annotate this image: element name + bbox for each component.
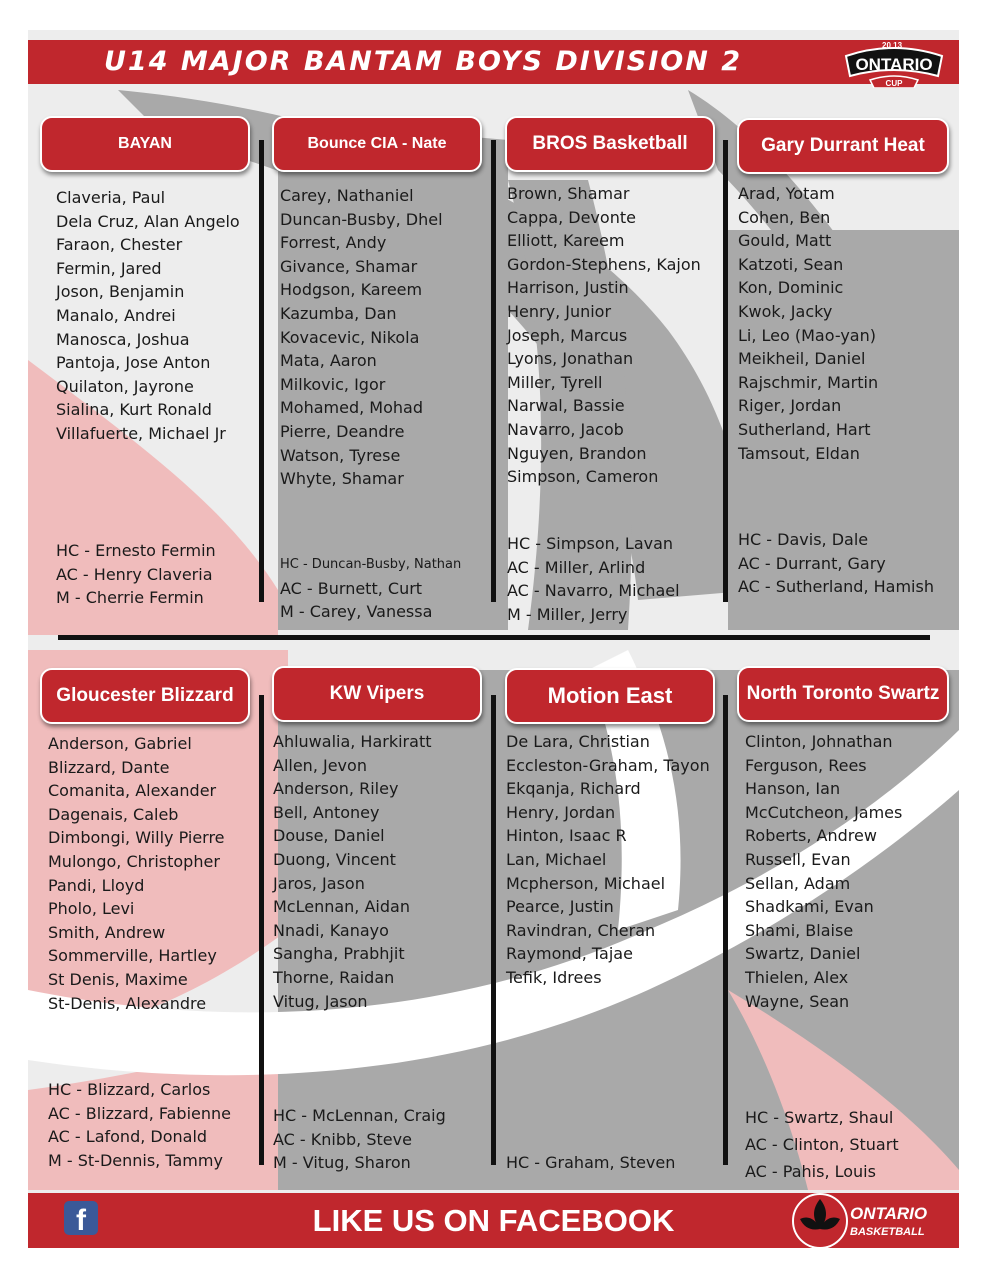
player-name: Mohamed, Mohad (280, 398, 423, 418)
player-name: Duong, Vincent (273, 849, 396, 869)
player-name: Kwok, Jacky (738, 301, 833, 321)
ontario-basketball-logo (790, 1189, 955, 1248)
player-name: Ekqanja, Richard (506, 779, 641, 799)
roster-north-toronto-swartz (745, 730, 902, 1013)
staff-kw-vipers (273, 1104, 446, 1175)
staff-name: AC - Miller, Arlind (507, 557, 646, 577)
staff-name: AC - Sutherland, Hamish (738, 577, 934, 597)
player-name: Riger, Jordan (738, 396, 842, 416)
svg-text:20 13: 20 13 (882, 41, 903, 50)
player-name: Dela Cruz, Alan Angelo (56, 211, 240, 231)
player-name: Duncan-Busby, Dhel (280, 209, 443, 229)
player-name: St Denis, Maxime (48, 969, 188, 989)
player-name: Mata, Aaron (280, 351, 377, 371)
staff-name: HC - McLennan, Craig (273, 1106, 446, 1125)
player-name: Elliott, Kareem (507, 231, 625, 251)
staff-name: AC - Pahis, Louis (745, 1162, 876, 1181)
svg-text:ONTARIO: ONTARIO (855, 55, 933, 74)
player-name: Gordon-Stephens, Kajon (507, 254, 701, 274)
footer-banner (28, 1193, 959, 1248)
player-name: Henry, Jordan (506, 802, 616, 822)
player-name: Lan, Michael (506, 849, 607, 869)
staff-name: HC - Swartz, Shaul (745, 1108, 894, 1127)
player-name: Anderson, Gabriel (48, 734, 192, 753)
column-divider (723, 695, 728, 1165)
staff-name: HC - Duncan-Busby, Nathan (280, 557, 462, 572)
player-name: McLennan, Aidan (273, 897, 410, 917)
player-name: Mulongo, Christopher (48, 851, 220, 871)
svg-text:CUP: CUP (885, 79, 903, 88)
player-name: McCutcheon, James (745, 802, 903, 822)
player-name: Sellan, Adam (745, 873, 851, 893)
player-name: Swartz, Daniel (745, 944, 861, 964)
staff-name: AC - Navarro, Michael (507, 581, 680, 601)
player-name: Mcpherson, Michael (506, 873, 666, 893)
player-name: Sialina, Kurt Ronald (56, 400, 212, 420)
player-name: Milkovic, Igor (280, 374, 386, 394)
staff-name: HC - Davis, Dale (738, 530, 869, 549)
player-name: Douse, Daniel (273, 826, 385, 846)
staff-gary-durrant-heat (738, 528, 934, 599)
player-name: St-Denis, Alexandre (48, 993, 207, 1013)
player-name: Navarro, Jacob (507, 419, 624, 439)
staff-bounce-cia-nate (280, 553, 461, 624)
player-name: Sangha, Prabhjit (273, 944, 405, 964)
staff-bros-basketball (507, 532, 680, 626)
staff-name: AC - Lafond, Donald (48, 1127, 208, 1147)
player-name: Pandi, Lloyd (48, 875, 145, 895)
column-divider (723, 140, 728, 602)
player-name: Raymond, Tajae (506, 944, 633, 964)
staff-name: HC - Graham, Steven (506, 1153, 676, 1172)
staff-name: AC - Henry Claveria (56, 564, 213, 584)
staff-name: AC - Clinton, Stuart (745, 1135, 899, 1154)
player-name: Wayne, Sean (745, 991, 850, 1011)
player-name: Allen, Jevon (273, 755, 367, 775)
player-name: Clinton, Johnathan (745, 732, 893, 751)
player-name: Shadkami, Evan (745, 897, 874, 917)
player-name: Ferguson, Rees (745, 755, 867, 775)
player-name: Thorne, Raidan (273, 967, 395, 987)
player-name: Givance, Shamar (280, 256, 418, 276)
player-name: Simpson, Cameron (507, 467, 659, 487)
staff-motion-east (506, 1151, 675, 1175)
player-name: Villafuerte, Michael Jr (56, 423, 226, 443)
staff-name: M - Cherrie Fermin (56, 588, 204, 608)
player-name: Joseph, Marcus (507, 325, 628, 345)
row-divider (58, 635, 930, 640)
player-name: Bell, Antoney (273, 802, 380, 822)
player-name: De Lara, Christian (506, 732, 650, 751)
roster-bounce-cia-nate (280, 184, 443, 491)
roster-gary-durrant-heat (738, 182, 878, 465)
roster-kw-vipers (273, 730, 431, 1013)
staff-name: M - St-Dennis, Tammy (48, 1150, 223, 1170)
player-name: Nguyen, Brandon (507, 443, 647, 463)
player-name: Thielen, Alex (745, 967, 849, 987)
staff-name: HC - Ernesto Fermin (56, 541, 216, 560)
staff-name: AC - Durrant, Gary (738, 553, 886, 573)
player-name: Ravindran, Cheran (506, 920, 656, 940)
player-name: Quilaton, Jayrone (56, 376, 194, 396)
player-name: Kon, Dominic (738, 278, 844, 298)
staff-name: HC - Simpson, Lavan (507, 534, 674, 553)
player-name: Fermin, Jared (56, 258, 162, 278)
facebook-link[interactable]: LIKE US ON FACEBOOK (312, 1203, 675, 1238)
player-name: Pantoja, Jose Anton (56, 353, 211, 373)
player-name: Eccleston-Graham, Tayon (506, 755, 710, 775)
column-divider (491, 695, 496, 1165)
player-name: Blizzard, Dante (48, 757, 170, 777)
player-name: Hodgson, Kareem (280, 280, 423, 300)
player-name: Hanson, Ian (745, 779, 841, 799)
player-name: Miller, Tyrell (507, 372, 603, 392)
team-header-gloucester-blizzard: Gloucester Blizzard (40, 668, 250, 724)
player-name: Russell, Evan (745, 849, 851, 869)
player-name: Forrest, Andy (280, 233, 387, 253)
player-name: Kazumba, Dan (280, 303, 397, 323)
team-header-gary-durrant-heat: Gary Durrant Heat (737, 118, 949, 174)
player-name: Li, Leo (Mao-yan) (738, 325, 876, 345)
staff-north-toronto-swartz (745, 1104, 899, 1185)
player-name: Whyte, Shamar (280, 469, 404, 489)
player-name: Tamsout, Eldan (738, 443, 860, 463)
player-name: Lyons, Jonathan (507, 349, 634, 369)
player-name: Anderson, Riley (273, 779, 399, 799)
player-name: Ahluwalia, Harkiratt (273, 732, 432, 751)
staff-name: HC - Blizzard, Carlos (48, 1080, 211, 1099)
team-header-bros-basketball: BROS Basketball (505, 116, 715, 172)
player-name: Narwal, Bassie (507, 396, 625, 416)
player-name: Pearce, Justin (506, 897, 614, 917)
team-header-north-toronto-swartz: North Toronto Swartz (737, 666, 949, 722)
player-name: Dagenais, Caleb (48, 804, 179, 824)
player-name: Shami, Blaise (745, 920, 854, 940)
player-name: Sommerville, Hartley (48, 946, 217, 966)
player-name: Joson, Benjamin (56, 282, 185, 302)
roster-bros-basketball (507, 182, 701, 489)
player-name: Smith, Andrew (48, 922, 166, 942)
staff-name: AC - Blizzard, Fabienne (48, 1103, 231, 1123)
staff-name: M - Vitug, Sharon (273, 1153, 411, 1173)
player-name: Claveria, Paul (56, 188, 166, 207)
player-name: Cohen, Ben (738, 207, 831, 227)
team-header-motion-east: Motion East (505, 668, 715, 724)
svg-text:BASKETBALL: BASKETBALL (850, 1226, 925, 1238)
player-name: Manosca, Joshua (56, 329, 190, 349)
player-name: Cappa, Devonte (507, 207, 636, 227)
player-name: Jaros, Jason (273, 873, 365, 893)
poster (28, 30, 959, 1248)
player-name: Henry, Junior (507, 301, 612, 321)
player-name: Hinton, Isaac R (506, 826, 627, 846)
player-name: Harrison, Justin (507, 278, 629, 298)
player-name: Arad, Yotam (738, 184, 835, 203)
column-divider (491, 140, 496, 602)
player-name: Watson, Tyrese (280, 445, 401, 465)
staff-name: AC - Burnett, Curt (280, 578, 423, 598)
staff-gloucester-blizzard (48, 1078, 231, 1172)
staff-bayan (56, 539, 216, 610)
player-name: Vitug, Jason (273, 991, 368, 1011)
team-header-bounce-cia-nate: Bounce CIA - Nate (272, 116, 482, 172)
player-name: Dimbongi, Willy Pierre (48, 828, 225, 848)
player-name: Nnadi, Kanayo (273, 920, 389, 940)
column-divider (259, 140, 264, 602)
svg-text:ONTARIO: ONTARIO (850, 1204, 928, 1223)
team-header-bayan: BAYAN (40, 116, 250, 172)
player-name: Sutherland, Hart (738, 419, 871, 439)
player-name: Pierre, Deandre (280, 421, 405, 441)
roster-motion-east (506, 730, 710, 990)
player-name: Pholo, Levi (48, 899, 135, 919)
team-header-kw-vipers: KW Vipers (272, 666, 482, 722)
player-name: Comanita, Alexander (48, 781, 217, 801)
player-name: Carey, Nathaniel (280, 186, 414, 205)
ontario-cup-logo (840, 36, 948, 88)
player-name: Meikheil, Daniel (738, 349, 866, 369)
column-divider (259, 695, 264, 1165)
player-name: Katzoti, Sean (738, 254, 844, 274)
staff-name: AC - Knibb, Steve (273, 1129, 412, 1149)
player-name: Kovacevic, Nikola (280, 327, 420, 347)
facebook-icon[interactable]: f (64, 1201, 98, 1235)
player-name: Tefik, Idrees (506, 967, 602, 987)
title-banner (28, 40, 959, 88)
staff-name: M - Miller, Jerry (507, 604, 628, 624)
roster-bayan (56, 186, 240, 446)
player-name: Rajschmir, Martin (738, 372, 879, 392)
player-name: Roberts, Andrew (745, 826, 877, 846)
player-name: Gould, Matt (738, 231, 832, 251)
staff-name: M - Carey, Vanessa (280, 602, 433, 622)
player-name: Manalo, Andrei (56, 305, 176, 325)
player-name: Faraon, Chester (56, 235, 183, 255)
player-name: Brown, Shamar (507, 184, 630, 203)
roster-gloucester-blizzard (48, 732, 225, 1015)
page-title: U14 MAJOR BANTAM BOYS DIVISION 2 (103, 46, 742, 77)
